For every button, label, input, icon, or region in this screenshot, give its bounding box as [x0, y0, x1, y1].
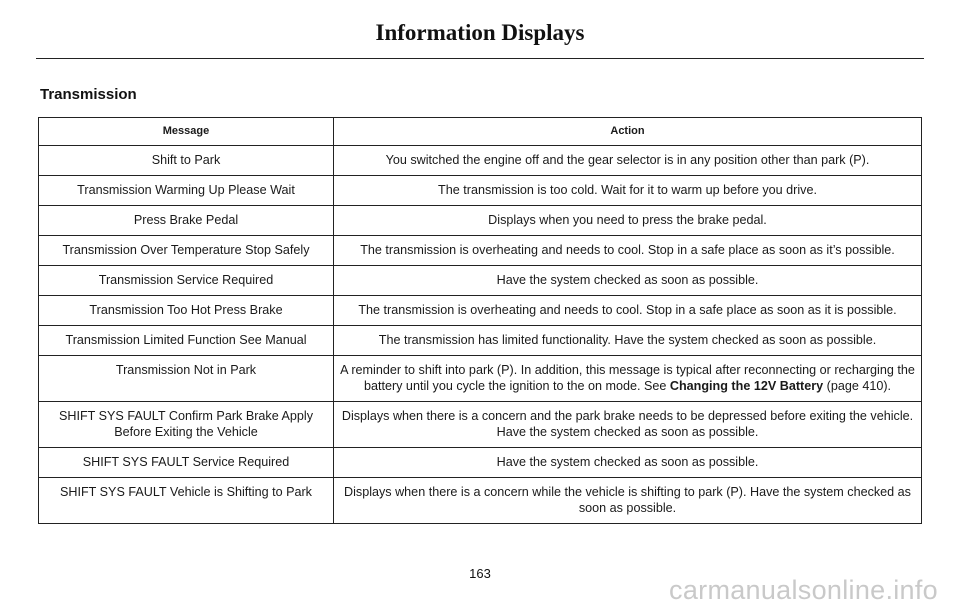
- column-header-message: Message: [39, 118, 334, 146]
- table-row: [39, 146, 922, 176]
- action-cell: The transmission is overheating and needs to cool. Stop in a safe place as soon as it is possible.: [334, 296, 922, 326]
- message-cell: Transmission Warming Up Please Wait: [39, 176, 334, 206]
- header-divider: [36, 58, 924, 59]
- message-cell: Transmission Service Required: [39, 266, 334, 296]
- watermark: carmanualsonline.info: [669, 575, 938, 605]
- action-cell: Displays when you need to press the brake pedal.: [334, 206, 922, 236]
- table-header-row: [39, 118, 922, 146]
- action-cell: Have the system checked as soon as possible.: [334, 266, 922, 296]
- column-header-action: Action: [334, 118, 922, 146]
- table-row: [39, 402, 922, 448]
- action-cell: The transmission has limited functionality. Have the system checked as soon as possible.: [334, 326, 922, 356]
- page-reference: (page 410).: [823, 379, 892, 393]
- page-number: 163: [469, 566, 491, 581]
- message-cell: SHIFT SYS FAULT Vehicle is Shifting to Park: [39, 478, 334, 524]
- section-title: Transmission: [40, 86, 137, 103]
- table-row: [39, 448, 922, 478]
- action-cell: The transmission is too cold. Wait for it to warm up before you drive.: [334, 176, 922, 206]
- message-cell: Transmission Not in Park: [39, 356, 334, 402]
- cross-reference-link[interactable]: Changing the 12V Battery: [669, 379, 824, 393]
- table-row: [39, 176, 922, 206]
- action-cell: The transmission is overheating and needs to cool. Stop in a safe place as soon as it’s possible.: [334, 236, 922, 266]
- action-cell: [334, 356, 922, 402]
- action-cell: Displays when there is a concern and the park brake needs to be depressed before exiting the vehicle. Have the system checked as soon as possible.: [334, 402, 922, 448]
- table-row: [39, 236, 922, 266]
- action-cell: Have the system checked as soon as possible.: [334, 448, 922, 478]
- table-row: [39, 206, 922, 236]
- action-text: A reminder to shift into park (P). In addition, this message is typical after reconnecting or recharging the battery until you cycle the ignition to the on mode. See: [340, 363, 915, 393]
- message-cell: Transmission Too Hot Press Brake: [39, 296, 334, 326]
- table-row: [39, 356, 922, 402]
- page-title: Information Displays: [375, 20, 585, 45]
- table-row: [39, 266, 922, 296]
- message-cell: Transmission Limited Function See Manual: [39, 326, 334, 356]
- action-cell: Displays when there is a concern while the vehicle is shifting to park (P). Have the system checked as soon as possible.: [334, 478, 922, 524]
- table-row: [39, 296, 922, 326]
- message-cell: SHIFT SYS FAULT Service Required: [39, 448, 334, 478]
- table-row: [39, 478, 922, 524]
- message-cell: SHIFT SYS FAULT Confirm Park Brake Apply Before Exiting the Vehicle: [39, 402, 334, 448]
- action-cell: You switched the engine off and the gear selector is in any position other than park (P).: [334, 146, 922, 176]
- message-cell: Press Brake Pedal: [39, 206, 334, 236]
- transmission-messages-table: [38, 117, 922, 524]
- message-cell: Shift to Park: [39, 146, 334, 176]
- table-row: [39, 326, 922, 356]
- message-cell: Transmission Over Temperature Stop Safely: [39, 236, 334, 266]
